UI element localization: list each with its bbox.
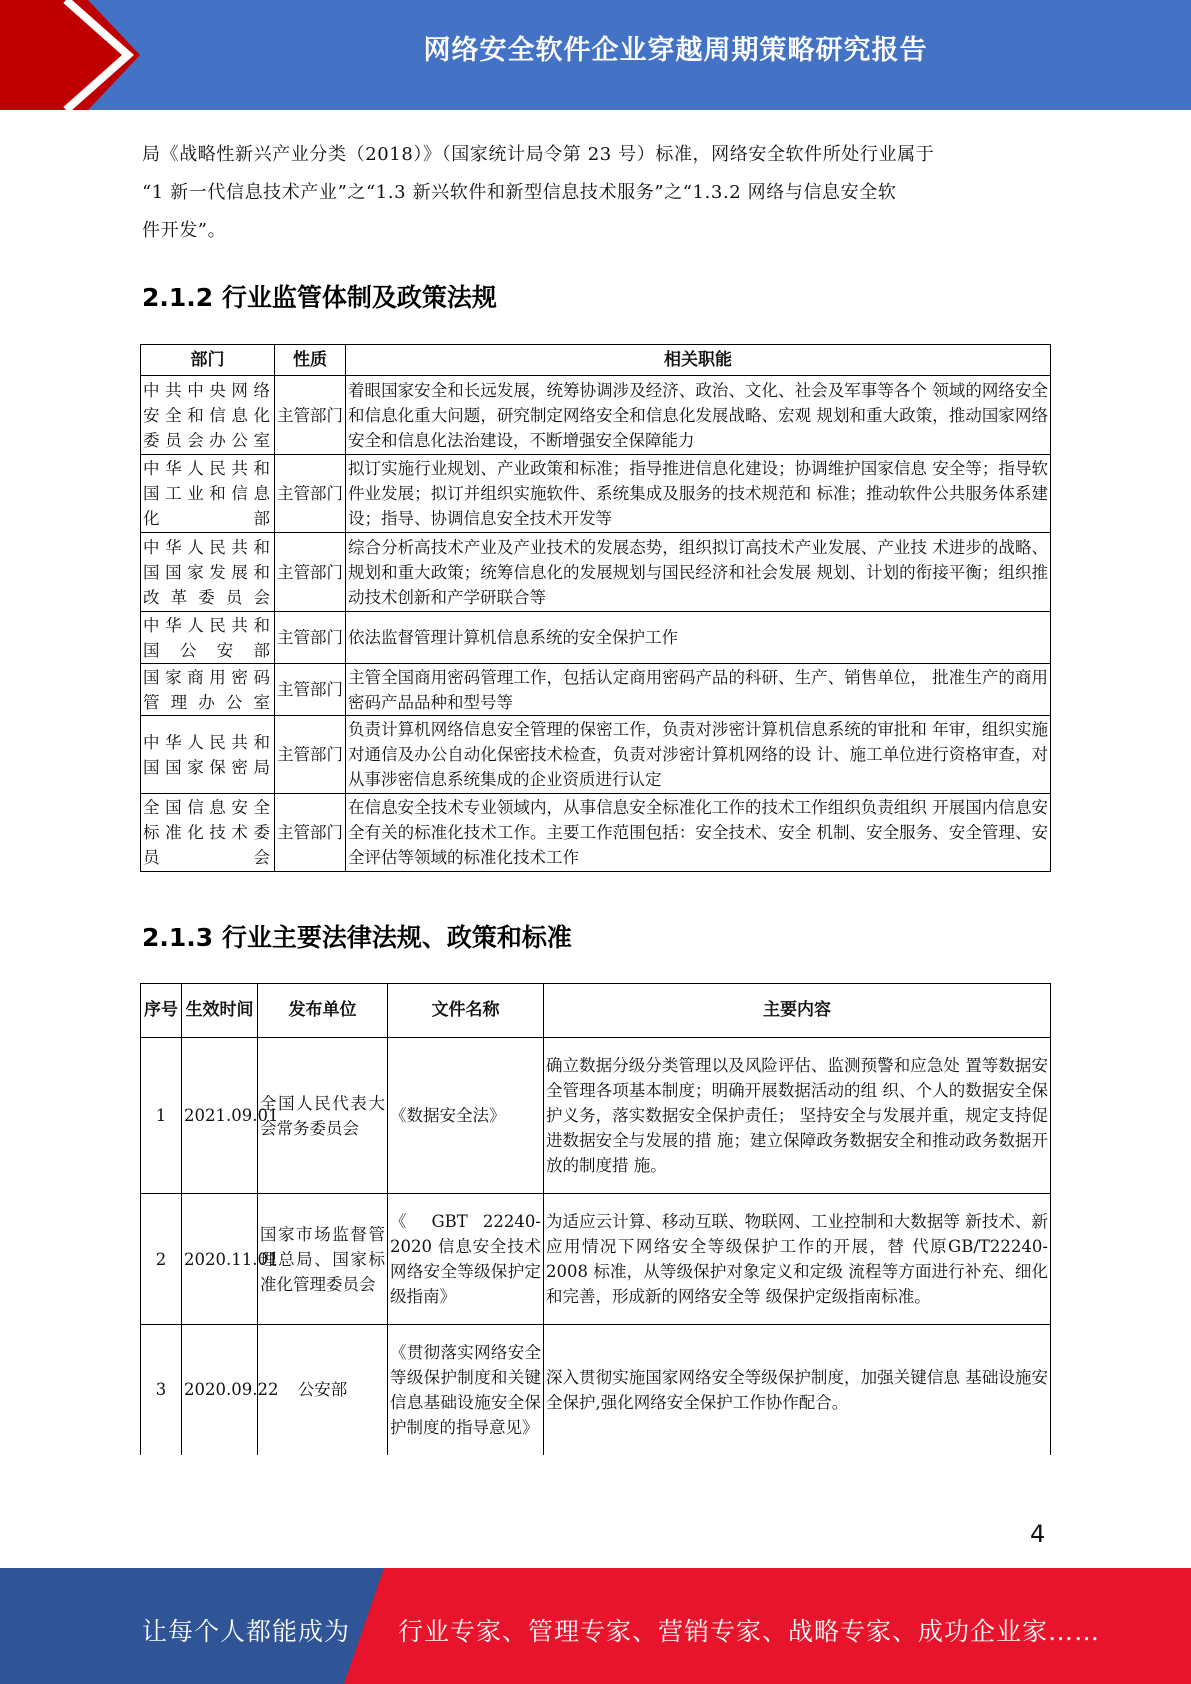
nature-cell: 主管部门 — [275, 533, 346, 612]
function-cell: 拟订实施行业规划、产业政策和标准；指导推进信息化建设；协调维护国家信息 安全等；指导软件业发展；拟订并组织实施软件、系统集成及服务的技术规范和 标准；推动软件公共服务体系建设；指导、协调信息安全技术开发等 — [346, 455, 1051, 533]
table-row — [141, 455, 1051, 533]
column-header: 发布单位 — [258, 984, 388, 1038]
content-cell: 深入贯彻实施国家网络安全等级保护制度，加强关键信息 基础设施安全保护,强化网络安全保护工作协作配合。 — [544, 1325, 1051, 1455]
intro-paragraph — [142, 136, 1042, 250]
table-row — [141, 612, 1051, 664]
table-row — [141, 533, 1051, 612]
date-cell: 2020.09.22 — [182, 1325, 258, 1455]
function-cell: 负责计算机网络信息安全管理的保密工作，负责对涉密计算机信息系统的审批和 年审，组织实施对通信及办公自动化保密技术检查，负责对涉密计算机网络的设 计、施工单位进行资格审查，对从事涉密信息系统集成的企业资质进行认定 — [346, 716, 1051, 794]
laws-table — [140, 983, 1051, 1455]
row-number-cell: 2 — [141, 1194, 182, 1325]
dept-cell: 中共中央网络安全和信息化委员会办公室 — [141, 376, 275, 455]
regulation-table — [140, 344, 1051, 872]
nature-cell: 主管部门 — [275, 664, 346, 716]
dept-cell: 国家商用密码管理办公室 — [141, 664, 275, 716]
date-cell: 2020.11.01 — [182, 1194, 258, 1325]
function-cell: 着眼国家安全和长远发展，统筹协调涉及经济、政治、文化、社会及军事等各个 领域的网络安全和信息化重大问题，研究制定网络安全和信息化发展战略、宏观 规划和重大政策，推动国家网络安全和信息化法治建设，不断增强安全保障能力 — [346, 376, 1051, 455]
column-header: 主要内容 — [544, 984, 1051, 1038]
table-header-row — [141, 984, 1051, 1038]
section-heading-regulation: 2.1.2 行业监管体制及政策法规 — [142, 283, 497, 312]
report-title: 网络安全软件企业穿越周期策略研究报告 — [423, 35, 928, 66]
nature-cell: 主管部门 — [275, 455, 346, 533]
publisher-cell: 国家市场监督管理总局、国家标准化管理委员会 — [258, 1194, 388, 1325]
column-header: 相关职能 — [346, 345, 1051, 376]
footer-slogan-left: 让每个人都能成为 — [142, 1617, 351, 1646]
page-header — [0, 0, 1191, 110]
document-name-cell: 《 GBT 22240-2020 信息安全技术网络安全等级保护定级指南》 — [388, 1194, 544, 1325]
row-number-cell: 1 — [141, 1038, 182, 1194]
content-cell: 为适应云计算、移动互联、物联网、工业控制和大数据等 新技术、新应用情况下网络安全等级保护工作的开展，替 代原GB/T22240-2008 标准，从等级保护对象定义和定级 流程等方面进行补充、细化和完善，形成新的网络安全等 级保护定级指南标准。 — [544, 1194, 1051, 1325]
header-arrow-decoration — [0, 0, 140, 110]
date-cell: 2021.09.01 — [182, 1038, 258, 1194]
dept-cell: 中华人民共和国国家保密局 — [141, 716, 275, 794]
dept-cell: 中华人民共和国工业和信息化部 — [141, 455, 275, 533]
content-cell: 确立数据分级分类管理以及风险评估、监测预警和应急处 置等数据安全管理各项基本制度；明确开展数据活动的组 织、个人的数据安全保护义务，落实数据安全保护责任； 坚持安全与发展并重，规定支持促进数据安全与发展的措 施；建立保障政务数据安全和推动政务数据开放的制度措 施。 — [544, 1038, 1051, 1194]
dept-cell: 全国信息安全标准化技术委员会 — [141, 794, 275, 872]
nature-cell: 主管部门 — [275, 376, 346, 455]
intro-line: “1 新一代信息技术产业”之“1.3 新兴软件和新型信息技术服务”之“1.3.2 网络与信息安全软 — [142, 182, 897, 203]
function-cell: 依法监督管理计算机信息系统的安全保护工作 — [346, 612, 1051, 664]
document-name-cell: 《贯彻落实网络安全等级保护制度和关键信息基础设施安全保护制度的指导意见》 — [388, 1325, 544, 1455]
nature-cell: 主管部门 — [275, 612, 346, 664]
table-row — [141, 1325, 1051, 1455]
section-heading-laws: 2.1.3 行业主要法律法规、政策和标准 — [142, 923, 572, 952]
table-row — [141, 794, 1051, 872]
page-number: 4 — [1030, 1520, 1046, 1548]
table-row — [141, 376, 1051, 455]
nature-cell: 主管部门 — [275, 794, 346, 872]
nature-cell: 主管部门 — [275, 716, 346, 794]
function-cell: 主管全国商用密码管理工作，包括认定商用密码产品的科研、生产、销售单位， 批准生产的商用密码产品品种和型号等 — [346, 664, 1051, 716]
column-header: 序号 — [141, 984, 182, 1038]
dept-cell: 中华人民共和国公安部 — [141, 612, 275, 664]
footer-slogan-right: 行业专家、管理专家、营销专家、战略专家、成功企业家…… — [398, 1617, 1101, 1646]
function-cell: 在信息安全技术专业领域内，从事信息安全标准化工作的技术工作组织负责组织 开展国内信息安全有关的标准化技术工作。主要工作范围包括：安全技术、安全 机制、安全服务、安全管理、安全评估等领域的标准化技术工作 — [346, 794, 1051, 872]
publisher-cell: 全国人民代表大会常务委员会 — [258, 1038, 388, 1194]
column-header: 性质 — [275, 345, 346, 376]
table-row — [141, 1194, 1051, 1325]
column-header: 文件名称 — [388, 984, 544, 1038]
intro-line: 件开发”。 — [142, 220, 227, 241]
table-header-row — [141, 345, 1051, 376]
table-row — [141, 716, 1051, 794]
function-cell: 综合分析高技术产业及产业技术的发展态势，组织拟订高技术产业发展、产业技 术进步的战略、规划和重大政策；统筹信息化的发展规划与国民经济和社会发展 规划、计划的衔接平衡；组织推动技术创新和产学研联合等 — [346, 533, 1051, 612]
column-header: 生效时间 — [182, 984, 258, 1038]
document-name-cell: 《数据安全法》 — [388, 1038, 544, 1194]
publisher-cell: 公安部 — [258, 1325, 388, 1455]
row-number-cell: 3 — [141, 1325, 182, 1455]
intro-line: 局《战略性新兴产业分类（2018）》（国家统计局令第 23 号）标准，网络安全软件所处行业属于 — [142, 144, 935, 165]
table-row — [141, 1038, 1051, 1194]
table-row — [141, 664, 1051, 716]
dept-cell: 中华人民共和国国家发展和改革委员会 — [141, 533, 275, 612]
column-header: 部门 — [141, 345, 275, 376]
